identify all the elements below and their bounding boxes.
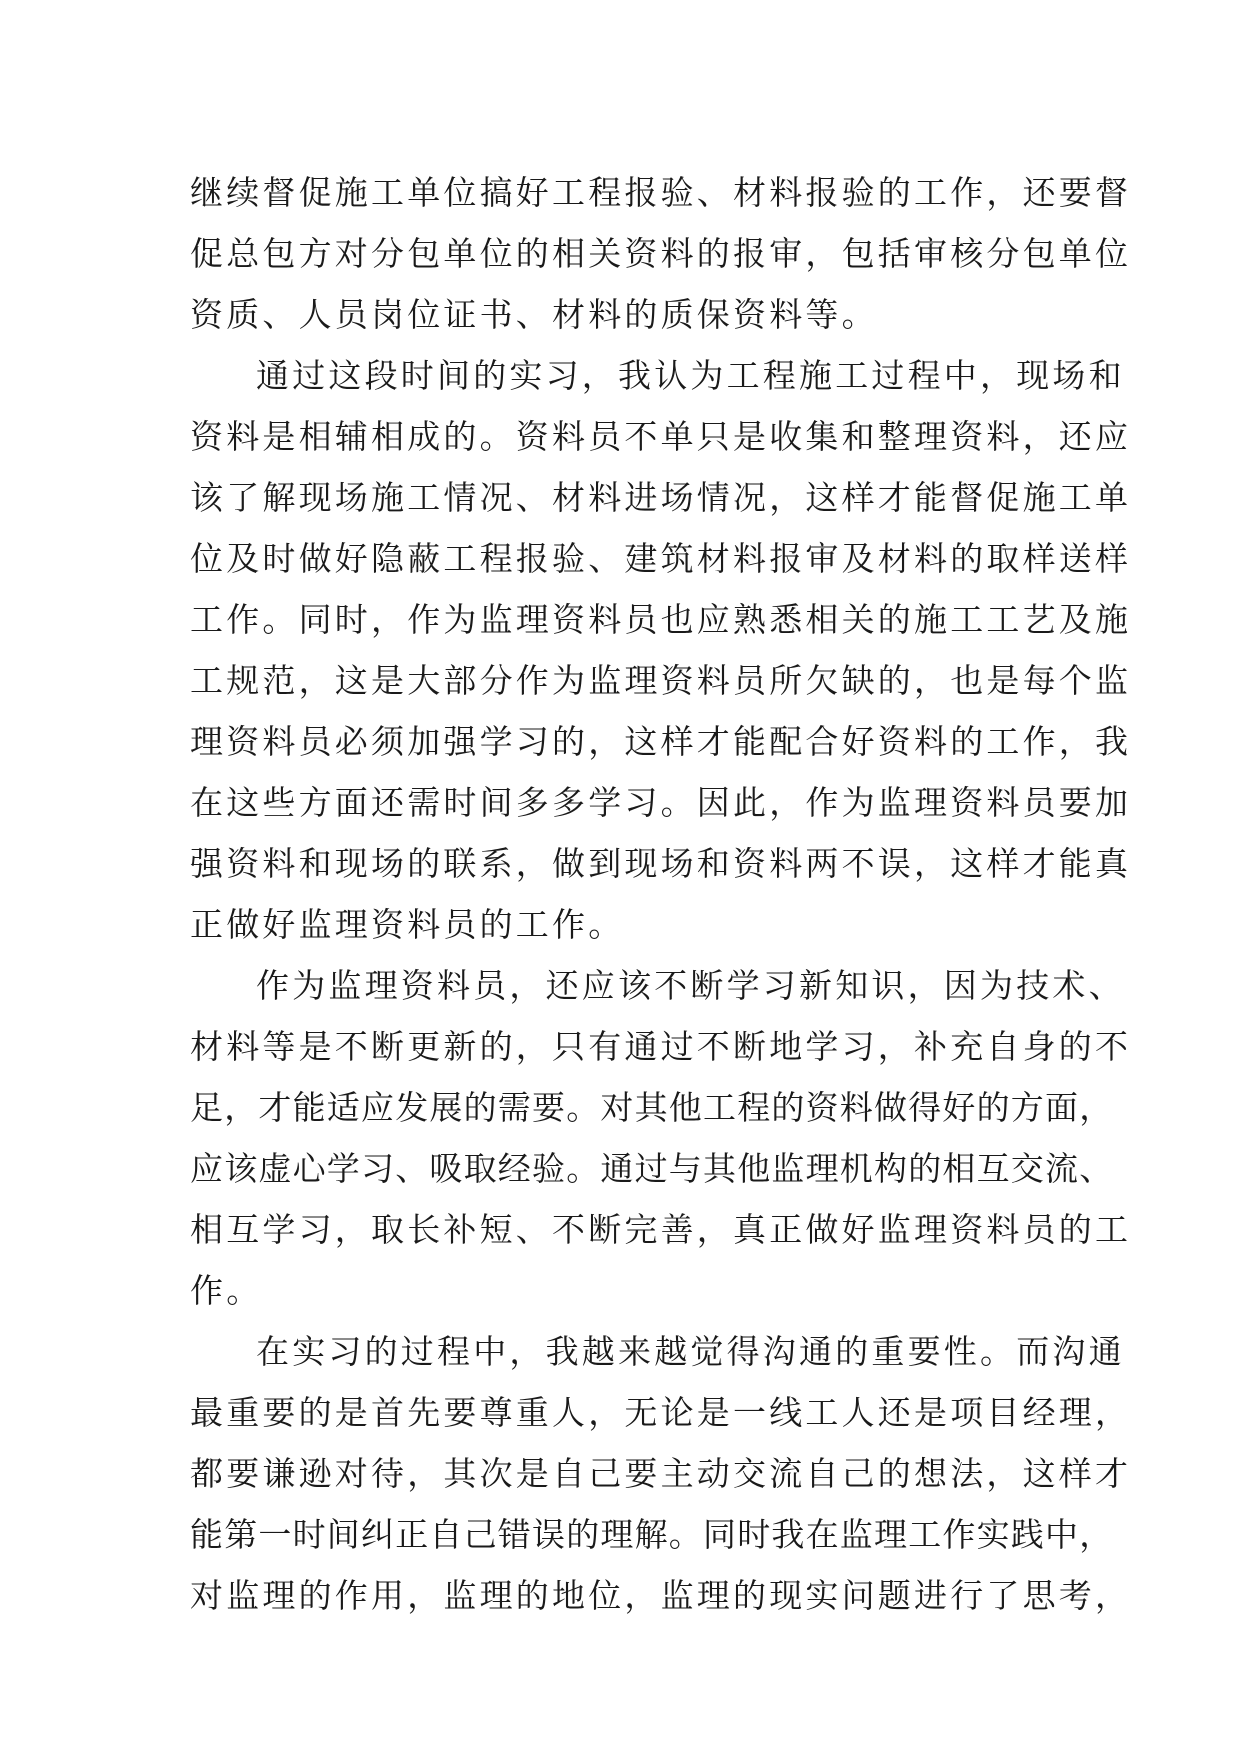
document-body bbox=[190, 162, 1132, 1626]
text-line: 在这些方面还需时间多多学习。因此，作为监理资料员要加 bbox=[190, 783, 1132, 822]
text-line: 促总包方对分包单位的相关资料的报审，包括审核分包单位 bbox=[190, 234, 1132, 273]
text-line: 通过这段时间的实习，我认为工程施工过程中，现场和 bbox=[256, 356, 1125, 395]
text-line: 都要谦逊对待，其次是自己要主动交流自己的想法，这样才 bbox=[190, 1454, 1132, 1493]
text-line: 材料等是不断更新的，只有通过不断地学习，补充自身的不 bbox=[190, 1027, 1132, 1066]
paragraph-2 bbox=[190, 345, 1132, 955]
text-line: 资料是相辅相成的。资料员不单只是收集和整理资料，还应 bbox=[190, 417, 1132, 456]
paragraph-1 bbox=[190, 162, 1132, 345]
text-line: 正做好监理资料员的工作。 bbox=[190, 905, 625, 944]
text-line: 工规范，这是大部分作为监理资料员所欠缺的，也是每个监 bbox=[190, 661, 1132, 700]
text-line: 足，才能适应发展的需要。对其他工程的资料做得好的方面， bbox=[190, 1088, 1114, 1127]
text-line: 位及时做好隐蔽工程报验、建筑材料报审及材料的取样送样 bbox=[190, 539, 1132, 578]
text-line: 在实习的过程中，我越来越觉得沟通的重要性。而沟通 bbox=[256, 1332, 1125, 1371]
text-line: 继续督促施工单位搞好工程报验、材料报验的工作，还要督 bbox=[190, 173, 1132, 212]
text-line: 理资料员必须加强学习的，这样才能配合好资料的工作，我 bbox=[190, 722, 1132, 761]
text-line: 对监理的作用，监理的地位，监理的现实问题进行了思考， bbox=[190, 1576, 1132, 1615]
text-line: 相互学习，取长补短、不断完善，真正做好监理资料员的工 bbox=[190, 1210, 1132, 1249]
paragraph-3 bbox=[190, 955, 1132, 1321]
text-line: 工作。同时，作为监理资料员也应熟悉相关的施工工艺及施 bbox=[190, 600, 1132, 639]
text-line: 最重要的是首先要尊重人，无论是一线工人还是项目经理， bbox=[190, 1393, 1132, 1432]
paragraph-4 bbox=[190, 1321, 1132, 1626]
text-line: 作。 bbox=[190, 1271, 263, 1310]
text-line: 应该虚心学习、吸取经验。通过与其他监理机构的相互交流、 bbox=[190, 1149, 1114, 1188]
text-line: 作为监理资料员，还应该不断学习新知识，因为技术、 bbox=[256, 966, 1125, 1005]
text-line: 资质、人员岗位证书、材料的质保资料等。 bbox=[190, 295, 878, 334]
text-line: 该了解现场施工情况、材料进场情况，这样才能督促施工单 bbox=[190, 478, 1132, 517]
text-line: 能第一时间纠正自己错误的理解。同时我在监理工作实践中， bbox=[190, 1515, 1114, 1554]
text-line: 强资料和现场的联系，做到现场和资料两不误，这样才能真 bbox=[190, 844, 1132, 883]
